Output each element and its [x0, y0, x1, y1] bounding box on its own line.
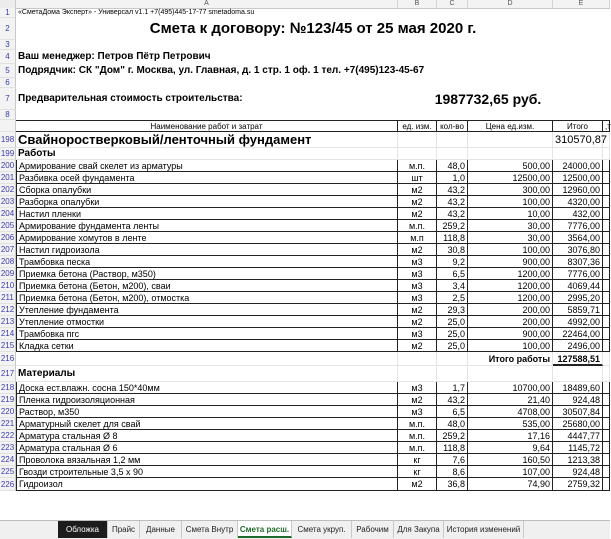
row-number[interactable]: 199: [0, 149, 15, 158]
sheet-row: [0, 328, 610, 340]
sheet-row: [0, 442, 610, 454]
sheet-row: [0, 352, 610, 366]
cell-f[interactable]: [603, 454, 610, 466]
cell-a[interactable]: Арматура стальная Ø 8: [16, 430, 398, 442]
sheet-row: [0, 304, 610, 316]
sheet-tab[interactable]: Рабочим: [352, 521, 394, 538]
cell-a[interactable]: Утепление фундамента: [16, 304, 398, 316]
row-number[interactable]: 211: [0, 292, 16, 304]
sheet-tab-bar: [0, 520, 610, 539]
cell-c[interactable]: 43,2: [437, 394, 468, 406]
sheet-row: [0, 232, 610, 244]
cell-e[interactable]: 4320,00: [553, 196, 603, 208]
cell-a[interactable]: Материалы: [16, 366, 398, 382]
cell-b[interactable]: [398, 148, 437, 160]
cell-c[interactable]: 30,8: [437, 244, 468, 256]
cell-f[interactable]: ,т: [605, 122, 611, 131]
cell-c[interactable]: 43,2: [437, 196, 468, 208]
cell-f[interactable]: [603, 232, 610, 244]
cell-d[interactable]: 10,00: [468, 208, 553, 220]
cell-e[interactable]: 127588,51: [553, 352, 603, 366]
cell-d[interactable]: 9,64: [468, 442, 553, 454]
cell-d[interactable]: 17,16: [468, 430, 553, 442]
cell-f[interactable]: [603, 148, 610, 160]
cell-a[interactable]: Проволока вязальная 1,2 мм: [16, 454, 398, 466]
row-number[interactable]: 210: [0, 281, 15, 290]
cell-e[interactable]: 18489,60: [553, 382, 603, 394]
cell-a[interactable]: Приемка бетона (Раствор, м350): [16, 268, 398, 280]
cell-d[interactable]: 30,00: [468, 220, 553, 232]
cell-b[interactable]: м.п.: [398, 220, 437, 232]
row-number[interactable]: 216: [0, 352, 16, 366]
row-number[interactable]: 219: [0, 395, 15, 404]
sheet-tab[interactable]: Смета Внутр: [182, 521, 238, 538]
cell-b[interactable]: м2: [398, 304, 437, 316]
cell-b[interactable]: м2: [398, 208, 437, 220]
cell-f[interactable]: [603, 196, 610, 208]
cell-f[interactable]: [603, 184, 610, 196]
cell-e[interactable]: 4447,77: [553, 430, 603, 442]
cell-c[interactable]: 48,0: [437, 160, 468, 172]
cell-c[interactable]: [437, 148, 468, 160]
row-number[interactable]: 202: [0, 185, 15, 194]
cell-b[interactable]: м3: [398, 382, 437, 394]
cell-e[interactable]: 7776,00: [553, 220, 603, 232]
row-number[interactable]: 3: [0, 40, 16, 50]
sheet-row: [0, 244, 610, 256]
cell-a[interactable]: Разбивка осей фундамента: [16, 172, 398, 184]
sheet-row: [0, 64, 610, 78]
cell-f[interactable]: [603, 208, 610, 220]
sheet-row: [0, 382, 610, 394]
cell-d[interactable]: 300,00: [468, 184, 553, 196]
cell-a[interactable]: Трамбовка песка: [16, 256, 398, 268]
row-number[interactable]: 206: [0, 233, 15, 242]
cell-a[interactable]: Кладка сетки: [16, 340, 398, 352]
cell-f[interactable]: [603, 394, 610, 406]
row-number[interactable]: 221: [0, 419, 15, 428]
cell-f[interactable]: [603, 292, 610, 304]
cell-b[interactable]: ед. изм.: [398, 120, 437, 132]
cell-f[interactable]: [603, 382, 610, 394]
cell-d[interactable]: 100,00: [468, 244, 553, 256]
cell-a[interactable]: Раствор, м350: [16, 406, 398, 418]
cell-e[interactable]: 25680,00: [553, 418, 603, 430]
cell-f[interactable]: [603, 132, 610, 148]
row-number[interactable]: 200: [0, 161, 15, 170]
sheet-row: [0, 184, 610, 196]
cell-e[interactable]: 1145,72: [553, 442, 603, 454]
cell-d[interactable]: 1200,00: [468, 292, 553, 304]
cell-d[interactable]: [468, 132, 553, 148]
cell-c[interactable]: [437, 366, 468, 382]
cell-a[interactable]: Приемка бетона (Бетон, м200), сваи: [16, 280, 398, 292]
cell-e[interactable]: 4069,44: [553, 280, 603, 292]
cell-c[interactable]: 259,2: [437, 220, 468, 232]
sheet-tab[interactable]: Смета расш.: [238, 521, 292, 538]
cell-f[interactable]: [603, 430, 610, 442]
cell-a[interactable]: Подрядчик: СК "Дом" г. Москва, ул. Главная, д. 1 стр. 1 оф. 1 тел. +7(495)123-45-67: [18, 65, 425, 76]
row-number[interactable]: 209: [0, 269, 15, 278]
cell-b[interactable]: м.п.: [398, 430, 437, 442]
cell-b[interactable]: [398, 366, 437, 382]
cell-b[interactable]: м.п.: [398, 160, 437, 172]
row-number[interactable]: 204: [0, 209, 15, 218]
cell-d[interactable]: 500,00: [468, 160, 553, 172]
sheet-row: [0, 316, 610, 328]
cell-b[interactable]: м3: [398, 256, 437, 268]
row-number[interactable]: 220: [0, 407, 15, 416]
sheet-row: [0, 88, 610, 110]
sheet-row: [0, 478, 610, 491]
column-header-c[interactable]: C: [437, 0, 468, 8]
row-number[interactable]: 2: [0, 18, 16, 40]
cell-e[interactable]: 2995,20: [553, 292, 603, 304]
cell-b[interactable]: м3: [398, 328, 437, 340]
row-number[interactable]: 207: [0, 245, 15, 254]
cell-b[interactable]: м3: [398, 280, 437, 292]
cell-e[interactable]: [553, 366, 603, 382]
cell-f[interactable]: [603, 418, 610, 430]
cell-d[interactable]: 107,00: [468, 466, 553, 478]
cell-f[interactable]: [603, 280, 610, 292]
cell-a[interactable]: Наименование работ и затрат: [16, 120, 398, 132]
sheet-row: [0, 394, 610, 406]
cell-b[interactable]: м.п: [398, 232, 437, 244]
cell-e[interactable]: 924,48: [553, 466, 603, 478]
cell-a[interactable]: Доска ест.влажн. сосна 150*40мм: [16, 382, 398, 394]
cell-e[interactable]: 12500,00: [553, 172, 603, 184]
cell-f[interactable]: [603, 328, 610, 340]
sheet-row: [0, 366, 610, 382]
cell-a[interactable]: Арматура стальная Ø 6: [16, 442, 398, 454]
cell-c[interactable]: [437, 352, 468, 366]
cell-d[interactable]: 100,00: [468, 340, 553, 352]
cell-e[interactable]: 24000,00: [553, 160, 603, 172]
sheet-row: [0, 40, 610, 50]
cell-a[interactable]: Предварительная стоимость строительства:: [18, 93, 243, 104]
cell-e[interactable]: 3076,80: [553, 244, 603, 256]
cell-c[interactable]: 6,5: [437, 406, 468, 418]
row-number[interactable]: 203: [0, 197, 15, 206]
cell-f[interactable]: [603, 220, 610, 232]
cell-b[interactable]: м2: [398, 184, 437, 196]
row-number[interactable]: 208: [0, 257, 15, 266]
column-header-a[interactable]: A: [16, 0, 398, 8]
cell-c[interactable]: 1,0: [437, 172, 468, 184]
cell-d[interactable]: 74,90: [468, 478, 553, 491]
cell-e[interactable]: Итого: [553, 120, 603, 132]
cell-b[interactable]: м2: [398, 340, 437, 352]
cell-a[interactable]: Армирование хомутов в ленте: [16, 232, 398, 244]
row-number[interactable]: 214: [0, 329, 15, 338]
cell-d[interactable]: 30,00: [468, 232, 553, 244]
cell-e[interactable]: 8307,36: [553, 256, 603, 268]
cell-b[interactable]: кг: [398, 466, 437, 478]
cell-e[interactable]: 2759,32: [553, 478, 603, 491]
cell-f[interactable]: [603, 366, 610, 382]
cell-c[interactable]: 8,6: [437, 466, 468, 478]
cell-c[interactable]: 7,6: [437, 454, 468, 466]
cell-b[interactable]: м2: [398, 394, 437, 406]
cell-e[interactable]: 3564,00: [553, 232, 603, 244]
cell-d[interactable]: 21,40: [468, 394, 553, 406]
sheet-row: [0, 220, 610, 232]
sheet-row: [0, 160, 610, 172]
row-number[interactable]: 6: [0, 78, 16, 88]
column-header-b[interactable]: B: [398, 0, 437, 8]
cell-b[interactable]: м3: [398, 292, 437, 304]
row-number[interactable]: 217: [0, 366, 16, 382]
cell-a[interactable]: Сборка опалубки: [16, 184, 398, 196]
cell-e[interactable]: 1213,38: [553, 454, 603, 466]
row-number[interactable]: 198: [0, 132, 16, 148]
cell-a[interactable]: Работы: [16, 148, 398, 160]
cell-e[interactable]: 432,00: [553, 208, 603, 220]
row-number[interactable]: 222: [0, 431, 15, 440]
cell-d[interactable]: 900,00: [468, 256, 553, 268]
cell-b[interactable]: м3: [398, 268, 437, 280]
cell-d[interactable]: 12500,00: [468, 172, 553, 184]
cell-d[interactable]: 1200,00: [468, 268, 553, 280]
cell-e[interactable]: [553, 148, 603, 160]
cell-f[interactable]: [603, 244, 610, 256]
cell-e[interactable]: 2496,00: [553, 340, 603, 352]
row-number[interactable]: 212: [0, 305, 15, 314]
cell-a[interactable]: Армирование фундамента ленты: [16, 220, 398, 232]
cell-e[interactable]: 310570,87: [555, 134, 607, 146]
cell-a[interactable]: Настил гидроизола: [16, 244, 398, 256]
cell-f[interactable]: [603, 256, 610, 268]
cell-a[interactable]: Гидроизол: [16, 478, 398, 491]
sheet-row: [0, 172, 610, 184]
row-number[interactable]: 8: [0, 110, 16, 120]
column-header-e[interactable]: E: [553, 0, 610, 8]
cell-a[interactable]: Разборка опалубки: [16, 196, 398, 208]
sheet-row: [0, 280, 610, 292]
cell-d[interactable]: 10700,00: [468, 382, 553, 394]
sheet-row: [0, 120, 610, 132]
cell-a[interactable]: Ваш менеджер: Петров Пётр Петрович: [18, 51, 211, 62]
sheet-row: [0, 418, 610, 430]
cell-e[interactable]: 12960,00: [553, 184, 603, 196]
cell-f[interactable]: [603, 160, 610, 172]
sheet-row: [0, 268, 610, 280]
sheet-tab[interactable]: Прайс: [108, 521, 140, 538]
cell-f[interactable]: [603, 316, 610, 328]
row-number[interactable]: 226: [0, 480, 15, 489]
cell-d[interactable]: 4708,00: [468, 406, 553, 418]
cell-f[interactable]: [603, 406, 610, 418]
cell-c[interactable]: 25,0: [437, 328, 468, 340]
sheet-tab[interactable]: История изменений: [444, 521, 524, 538]
select-all-corner[interactable]: [0, 0, 16, 8]
cell-a[interactable]: «СметаДома Эксперт» - Универсал v1.1 +7(495)445-17-77 smetadoma.su: [18, 9, 255, 16]
cell-c[interactable]: 29,3: [437, 304, 468, 316]
cell-c[interactable]: 6,5: [437, 268, 468, 280]
row-number[interactable]: 223: [0, 443, 15, 452]
cell-d[interactable]: Цена ед.изм.: [468, 120, 553, 132]
cell-f[interactable]: [603, 268, 610, 280]
cell-d[interactable]: [468, 148, 553, 160]
cell-c[interactable]: 25,0: [437, 316, 468, 328]
cell-d[interactable]: 1987732,65 руб.: [434, 91, 542, 107]
cell-c[interactable]: 118,8: [437, 232, 468, 244]
cell-a[interactable]: Пленка гидроизоляционная: [16, 394, 398, 406]
cell-f[interactable]: [603, 466, 610, 478]
row-number[interactable]: 5: [0, 64, 16, 78]
cell-b[interactable]: шт: [398, 172, 437, 184]
sheet-row: [0, 148, 610, 160]
cell-b[interactable]: кг: [398, 454, 437, 466]
sheet-row: [0, 466, 610, 478]
sheet-tab[interactable]: Для Закупа: [394, 521, 444, 538]
cell-c[interactable]: 2,5: [437, 292, 468, 304]
row-number[interactable]: 224: [0, 455, 15, 464]
row-number[interactable]: 213: [0, 317, 15, 326]
cell-d[interactable]: 100,00: [468, 196, 553, 208]
row-number[interactable]: 201: [0, 173, 15, 182]
cell-c[interactable]: 43,2: [437, 208, 468, 220]
cell-f[interactable]: [603, 352, 610, 366]
cell-e[interactable]: 924,48: [553, 394, 603, 406]
cell-a[interactable]: Гвозди строительные 3,5 х 90: [16, 466, 398, 478]
cell-e[interactable]: 22464,00: [553, 328, 603, 340]
cell-b[interactable]: м.п.: [398, 418, 437, 430]
cell-d[interactable]: 200,00: [468, 304, 553, 316]
cell-d[interactable]: 1200,00: [468, 280, 553, 292]
cell-a[interactable]: Свайноростверковый/ленточный фундамент: [16, 132, 398, 148]
sheet-row: [0, 454, 610, 466]
cell-a[interactable]: Настил пленки: [16, 208, 398, 220]
row-number[interactable]: 1: [0, 8, 16, 18]
cell-f[interactable]: [603, 442, 610, 454]
cell-c[interactable]: 36,8: [437, 478, 468, 491]
sheet-row: [0, 430, 610, 442]
cell-f[interactable]: [603, 340, 610, 352]
cell-a[interactable]: [16, 352, 398, 366]
row-number[interactable]: 4: [0, 50, 16, 64]
cell-b[interactable]: м2: [398, 478, 437, 491]
cell-d[interactable]: 160,50: [468, 454, 553, 466]
cell-e[interactable]: 5859,71: [553, 304, 603, 316]
row-number[interactable]: [0, 120, 16, 132]
cell-c[interactable]: 259,2: [437, 430, 468, 442]
sheet-row: [0, 256, 610, 268]
cell-c[interactable]: 48,0: [437, 418, 468, 430]
cell-d[interactable]: 200,00: [468, 316, 553, 328]
cell-a[interactable]: Трамбовка пгс: [16, 328, 398, 340]
cell-e[interactable]: 4992,00: [553, 316, 603, 328]
sheet-row: [0, 292, 610, 304]
cell-b[interactable]: м2: [398, 244, 437, 256]
cell-c[interactable]: [437, 132, 468, 148]
cell-c[interactable]: кол-во: [437, 120, 468, 132]
column-header-d[interactable]: D: [468, 0, 553, 8]
cell-a[interactable]: Приемка бетона (Бетон, м200), отмостка: [16, 292, 398, 304]
cell-d[interactable]: 900,00: [468, 328, 553, 340]
cell-b[interactable]: м.п.: [398, 442, 437, 454]
cell-b[interactable]: [398, 352, 437, 366]
row-number[interactable]: 225: [0, 467, 15, 476]
cell-a[interactable]: Арматурный скелет для свай: [16, 418, 398, 430]
sheet-row: [0, 208, 610, 220]
cell-b[interactable]: м3: [398, 406, 437, 418]
sheet-row: [0, 132, 610, 148]
cell-b[interactable]: [398, 132, 437, 148]
sheet-tab[interactable]: Смета укруп.: [292, 521, 352, 538]
cell-d[interactable]: Итого работы: [468, 352, 553, 366]
cell-c[interactable]: 43,2: [437, 184, 468, 196]
cell-b[interactable]: м2: [398, 316, 437, 328]
cell-b[interactable]: м2: [398, 196, 437, 208]
sheet-row: [0, 406, 610, 418]
sheet-row: [0, 50, 610, 64]
cell-f[interactable]: [603, 478, 610, 491]
sheet-row: [0, 8, 610, 18]
cell-f[interactable]: [603, 172, 610, 184]
cell-d[interactable]: 535,00: [468, 418, 553, 430]
sheet-tab[interactable]: Обложка: [58, 521, 108, 538]
cell-c[interactable]: 118,8: [437, 442, 468, 454]
sheet-row: [0, 196, 610, 208]
row-number[interactable]: 7: [0, 88, 16, 110]
row-number[interactable]: 215: [0, 341, 15, 350]
row-number[interactable]: 205: [0, 221, 15, 230]
cell-d[interactable]: [468, 366, 553, 382]
cell-c[interactable]: 9,2: [437, 256, 468, 268]
row-number[interactable]: 218: [0, 383, 15, 392]
cell-a[interactable]: Армирование свай скелет из арматуры: [16, 160, 398, 172]
cell-e[interactable]: 30507,84: [553, 406, 603, 418]
sheet-row: [0, 18, 610, 40]
cell-c[interactable]: 3,4: [437, 280, 468, 292]
cell-f[interactable]: [603, 304, 610, 316]
cell-a[interactable]: Утепление отмостки: [16, 316, 398, 328]
sheet-row: [0, 78, 610, 88]
sheet-tab[interactable]: Данные: [140, 521, 182, 538]
cell-e[interactable]: 7776,00: [553, 268, 603, 280]
cell-c[interactable]: 25,0: [437, 340, 468, 352]
cell-c[interactable]: 1,7: [437, 382, 468, 394]
document-title-cell[interactable]: Смета к договору: №123/45 от 25 мая 2020 г.: [149, 20, 477, 37]
sheet-row: [0, 110, 610, 120]
sheet-row: [0, 340, 610, 352]
